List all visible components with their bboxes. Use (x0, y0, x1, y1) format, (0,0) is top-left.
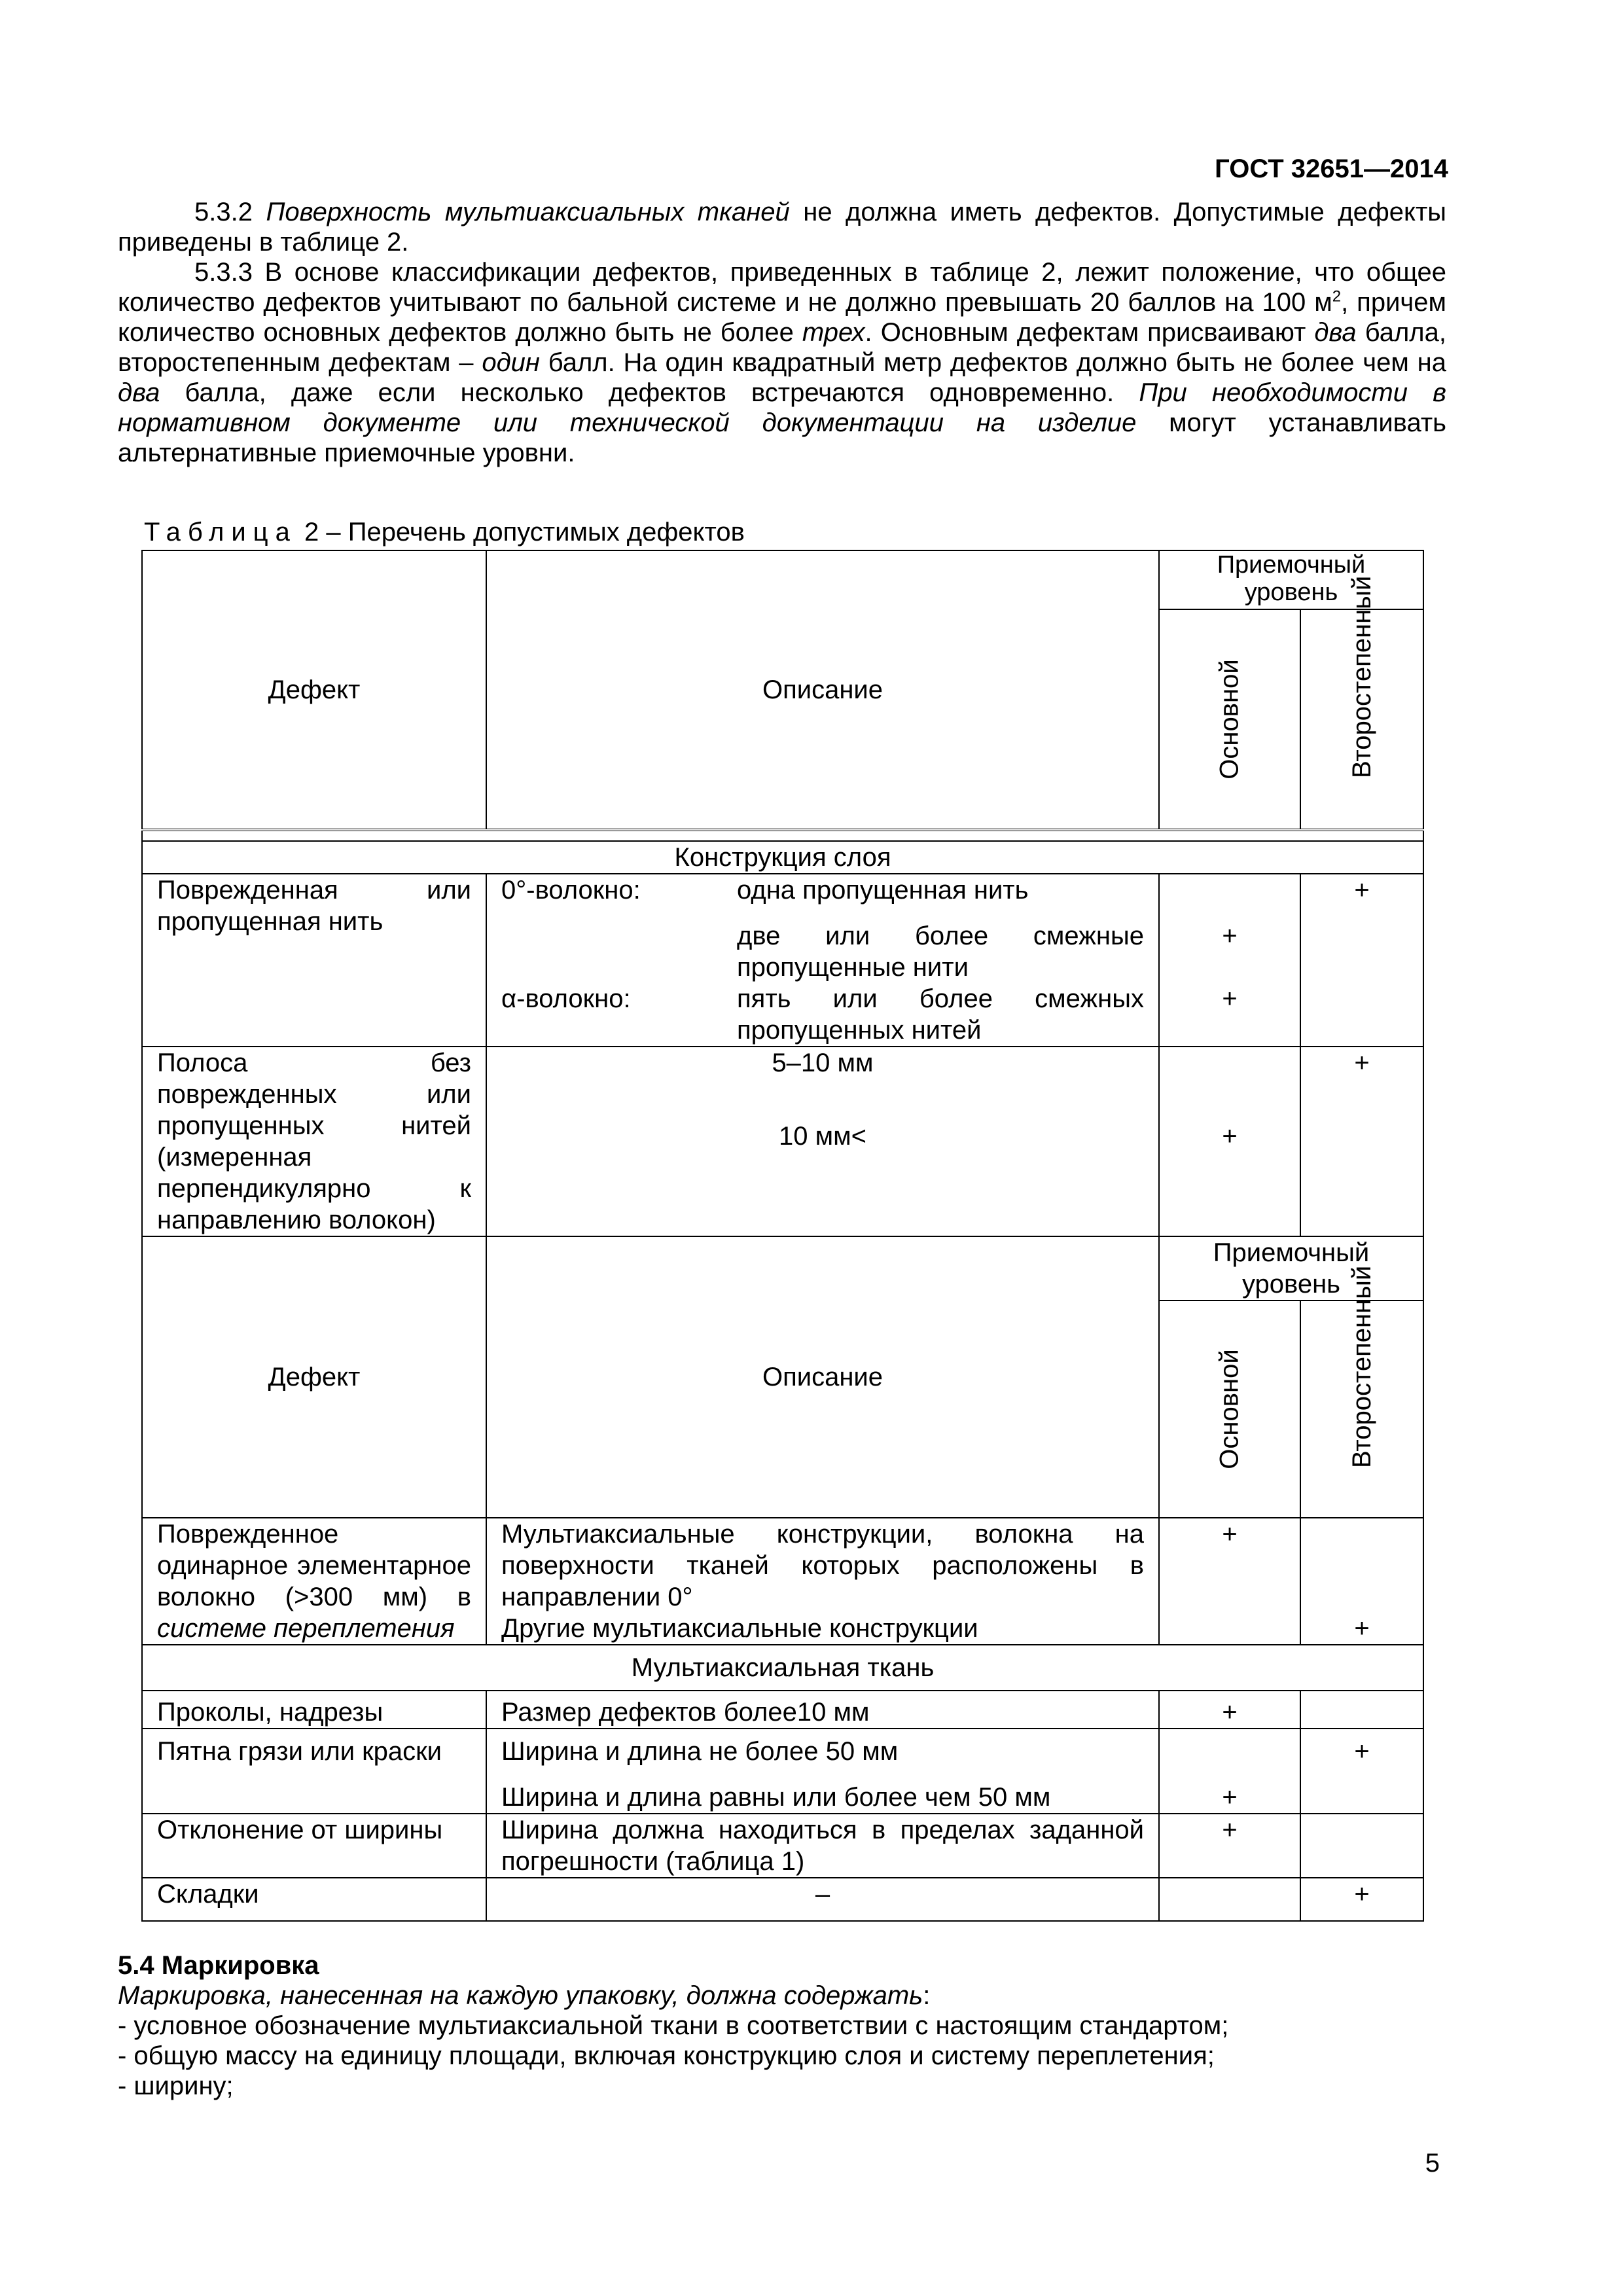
header-description: Описание (486, 1236, 1159, 1518)
table-row (142, 1691, 1423, 1729)
section-layer-construction: Конструкция слоя (142, 841, 1423, 874)
table-caption: Таблица 2 – Перечень допустимых дефектов (144, 518, 745, 547)
table-row (142, 1518, 1423, 1645)
main-level-cell: + (1159, 1814, 1300, 1878)
header-acceptance-level: Приемочный уровень (1159, 1236, 1423, 1300)
description-cell: Ширина и длина не более 50 мм Ширина и длина равны или более чем 50 мм (486, 1729, 1159, 1814)
main-level-cell: + + (1159, 874, 1300, 1047)
defect-cell: Полоса без поврежденных или пропущенных нитей (измеренная перпендикулярно к направлению волокон) (142, 1047, 486, 1236)
header-secondary: Второстепенный (1300, 609, 1423, 830)
table-row (142, 1814, 1423, 1878)
paragraph-5-3-3: 5.3.3 В основе классификации дефектов, приведенных в таблице 2, лежит положение, что общее количество дефектов учитывают по бальной системе и не должно превышать 20 баллов на 100 $м^2$, причем количество основных дефектов должно быть не более трех. Основным дефектам присваивают два балла, второстепенным дефектам – один балл. На один квадратный метр дефектов должно быть не более чем на два балла, даже если несколько дефектов встречаются одновременно. При необходимости в нормативном документе или технической документации на изделие могут устанавливать альтернативные приемочные уровни. (118, 258, 1447, 467)
header-acceptance-level: Приемочный уровень (1159, 550, 1423, 609)
list-item: - общую массу на единицу площади, включая конструкцию слоя и систему переплетения; (118, 2041, 1215, 2070)
table-section-row (142, 1645, 1423, 1691)
description-cell: Ширина должна находиться в пределах заданной погрешности (таблица 1) (486, 1814, 1159, 1878)
secondary-level-cell (1300, 1691, 1423, 1729)
header-defect: Дефект (142, 550, 486, 830)
secondary-level-cell: + (1300, 1729, 1423, 1814)
description-cell: 0°-волокно: одна пропущенная нить две или более смежные пропущенные нити α-волокно: пять или более смежных пропущенных нитей (486, 874, 1159, 1047)
marking-intro: Маркировка, нанесенная на каждую упаковку, должна содержать: (118, 1981, 931, 2010)
header-secondary: Второстепенный (1300, 1300, 1423, 1518)
list-item: - ширину; (118, 2072, 234, 2100)
secondary-level-cell: + (1300, 1878, 1423, 1921)
defects-table (141, 550, 1424, 1922)
description-cell: Мультиаксиальные конструкции, волокна на поверхности тканей которых расположены в направлении 0° Другие мультиаксиальные конструкции (486, 1518, 1159, 1645)
table-row (142, 1729, 1423, 1814)
main-level-cell: + (1159, 1518, 1300, 1645)
defect-cell: Поврежденная или пропущенная нить (142, 874, 486, 1047)
table-row (142, 874, 1423, 1047)
defect-cell: Поврежденное одинарное элементарное волокно (>300 мм) в системе переплетения (142, 1518, 486, 1645)
marking-section (118, 1950, 1446, 2101)
secondary-level-cell (1300, 1814, 1423, 1878)
table-header-row-repeat (142, 1236, 1423, 1300)
main-level-cell: + (1159, 1691, 1300, 1729)
header-description: Описание (486, 550, 1159, 830)
header-main: Основной (1159, 1300, 1300, 1518)
description-cell: Размер дефектов более10 мм (486, 1691, 1159, 1729)
defect-cell: Проколы, надрезы (142, 1691, 486, 1729)
secondary-level-cell: + (1300, 1518, 1423, 1645)
standard-designation: ГОСТ 32651—2014 (1215, 154, 1448, 183)
main-level-cell: + (1159, 1729, 1300, 1814)
description-cell: – (486, 1878, 1159, 1921)
section-heading: 5.4 Маркировка (118, 1951, 319, 1980)
secondary-level-cell: + (1300, 1047, 1423, 1236)
defect-cell: Отклонение от ширины (142, 1814, 486, 1878)
table-header-row (142, 550, 1423, 609)
defect-cell: Пятна грязи или краски (142, 1729, 486, 1814)
header-main: Основной (1159, 609, 1300, 830)
defect-cell: Складки (142, 1878, 486, 1921)
main-level-cell: + (1159, 1047, 1300, 1236)
description-cell: 5–10 мм 10 мм< (486, 1047, 1159, 1236)
section-multiaxial-fabric: Мультиаксиальная ткань (142, 1645, 1423, 1691)
paragraph-5-3-2: 5.3.2 Поверхность мультиаксиальных тканей не должна иметь дефектов. Допустимые дефекты приведены в таблице 2. (118, 198, 1447, 257)
table-row (142, 1047, 1423, 1236)
main-level-cell (1159, 1878, 1300, 1921)
header-defect: Дефект (142, 1236, 486, 1518)
table-section-row (142, 841, 1423, 874)
secondary-level-cell: + (1300, 874, 1423, 1047)
page-number: 5 (1425, 2149, 1440, 2178)
body-text (118, 197, 1446, 468)
list-item: - условное обозначение мультиаксиальной ткани в соответствии с настоящим стандартом; (118, 2011, 1229, 2040)
table-row (142, 1878, 1423, 1921)
